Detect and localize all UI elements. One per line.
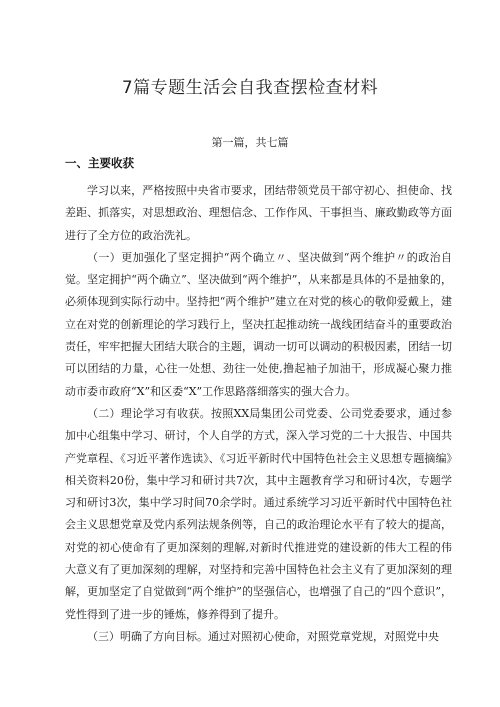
document-body	[65, 180, 452, 648]
paragraph: 学习以来，严格按照中央省市要求，团结带领党员干部守初心、担使命、找差距、抓落实，对思想政治、理想信念、工作作风、干事担当、廉政勤政等方面进行了全方位的政治洗礼。	[65, 184, 452, 242]
section-heading: 一、主要收获	[65, 156, 134, 170]
paragraph: （二）理论学习有收获。按照XX局集团公司党委、公司党委要求，通过参加中心组集中学习、研讨，个人自学的方式，深入学习党的二十大报告、中国共产党章程、《习近平著作选读》、《习近平新时代中国特色社会主义思想专题摘编》相关资料20份，集中学习和研讨共7次，其中主题教育学习和研讨4次，专题学习和研讨3次，集中学习时间70余学时。通过系统学习习近平新时代中国特色社会主义思想党章及党内系列法规条例等，自己的政治理论水平有了较大的提高，对党的初心使命有了更加深刻的理解,对新时代推进党的建设新的伟大工程的伟大意义有了更加深刻的理解，对坚持和完善中国特色社会主义有了更加深刻的理解，更加坚定了自觉做到“两个维护”的坚强信心，也增强了自己的“四个意识”，党性得到了进一步的锤炼，修养得到了提升。	[65, 406, 452, 621]
document-subtitle: 第一篇，共七篇	[211, 136, 289, 149]
paragraph: （一）更加强化了坚定拥护“两个确立〃、坚决做到“两个维护〃的政治自觉。坚定拥护“两个确立”、坚决做到“两个维护”，从来都是具体的不是抽象的，必须体现到实际行动中。坚持把“两个维护”建立在对党的核心的敬仰爱戴上，建立在对党的创新理论的学习践行上，坚决扛起推动统一战线团结奋斗的重要政治责任，牢牢把握大团结大联合的主题，调动一切可以调动的积极因素，团结一切可以团结的力量，心往一处想、劲往一处使,撸起袖子加油干，形成凝心聚力推动市委市政府“X”和区委“X”工作思路落细落实的强大合力。	[65, 250, 452, 398]
paragraph: （三）明确了方向目标。通过对照初心使命，对照党章党规，对照党中央	[87, 629, 439, 643]
document-title: 7篇专题生活会自我查摆检查材料	[121, 78, 379, 98]
